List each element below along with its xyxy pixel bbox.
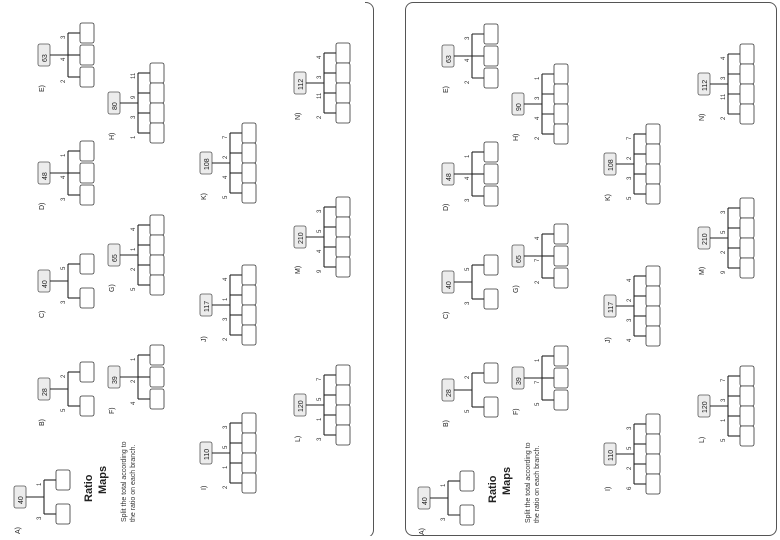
answer-box[interactable] xyxy=(80,23,94,43)
ratio-part: 9 xyxy=(317,269,323,273)
ratio-part: 5 xyxy=(317,229,323,233)
problem-label: C) xyxy=(39,310,46,318)
total-value: 120 xyxy=(298,400,305,412)
ratio-part: 3 xyxy=(61,197,67,201)
answer-box[interactable] xyxy=(242,433,256,453)
ratio-part: 3 xyxy=(465,198,471,202)
ratio-part: 4 xyxy=(61,175,67,179)
ratio-part: 3 xyxy=(627,426,633,430)
ratio-part: 2 xyxy=(61,79,67,83)
ratio-map-problem xyxy=(38,362,94,426)
answer-box[interactable] xyxy=(242,163,256,183)
problem-label: J) xyxy=(201,336,208,342)
answer-box[interactable] xyxy=(336,365,350,385)
ratio-part: 5 xyxy=(465,409,471,413)
total-value: 210 xyxy=(298,232,305,244)
ratio-part: 1 xyxy=(61,153,67,157)
worksheet-title-line2: Maps xyxy=(501,466,513,495)
ratio-part: 4 xyxy=(627,338,633,342)
answer-box[interactable] xyxy=(242,123,256,143)
problem-label: L) xyxy=(699,436,706,443)
ratio-part: 4 xyxy=(131,401,137,405)
ratio-part: 5 xyxy=(627,446,633,450)
total-value: 39 xyxy=(112,376,119,384)
answer-box[interactable] xyxy=(554,64,568,84)
ratio-part: 2 xyxy=(131,267,137,271)
ratio-part: 9 xyxy=(721,270,727,274)
ratio-part: 4 xyxy=(317,55,323,59)
ratio-part: 5 xyxy=(721,230,727,234)
answer-box[interactable] xyxy=(740,238,754,258)
answer-box[interactable] xyxy=(484,24,498,44)
answer-box[interactable] xyxy=(554,224,568,244)
ratio-map-problem xyxy=(108,345,164,414)
ratio-part: 1 xyxy=(441,483,447,487)
total-value: 108 xyxy=(608,159,615,171)
total-value: 40 xyxy=(18,496,25,504)
answer-box[interactable] xyxy=(336,385,350,405)
answer-box[interactable] xyxy=(336,237,350,257)
ratio-map-problem xyxy=(108,215,164,295)
answer-box[interactable] xyxy=(740,218,754,238)
worksheet-right xyxy=(405,2,777,536)
problem-label: M) xyxy=(699,266,706,275)
ratio-part: 3 xyxy=(61,300,67,304)
answer-box[interactable] xyxy=(56,470,70,490)
answer-box[interactable] xyxy=(80,67,94,87)
ratio-part: 2 xyxy=(627,466,633,470)
problem-label: B) xyxy=(443,420,450,427)
answer-box[interactable] xyxy=(484,363,498,383)
answer-box[interactable] xyxy=(646,414,660,434)
total-value: 48 xyxy=(446,173,453,181)
ratio-part: 5 xyxy=(131,287,137,291)
total-value: 63 xyxy=(42,54,49,62)
problem-label: M) xyxy=(295,265,302,274)
total-value: 110 xyxy=(608,449,615,461)
ratio-map-problem xyxy=(604,124,660,204)
ratio-part: 4 xyxy=(61,57,67,61)
total-value: 117 xyxy=(608,301,615,313)
answer-box[interactable] xyxy=(336,197,350,217)
answer-box[interactable] xyxy=(554,390,568,410)
problem-label: K) xyxy=(605,194,612,201)
answer-box[interactable] xyxy=(242,143,256,163)
ratio-part: 4 xyxy=(465,176,471,180)
ratio-part: 7 xyxy=(721,378,727,382)
answer-box[interactable] xyxy=(336,63,350,83)
ratio-part: 3 xyxy=(721,210,727,214)
total-value: 28 xyxy=(446,389,453,397)
answer-box[interactable] xyxy=(554,246,568,266)
problem-label: N) xyxy=(699,113,706,121)
ratio-part: 1 xyxy=(223,297,229,301)
answer-box[interactable] xyxy=(336,83,350,103)
answer-box[interactable] xyxy=(80,45,94,65)
answer-box[interactable] xyxy=(484,46,498,66)
instruction-line2: the ratio on each branch. xyxy=(534,445,541,523)
problem-label: F) xyxy=(513,408,520,415)
answer-box[interactable] xyxy=(242,473,256,493)
answer-box[interactable] xyxy=(150,83,164,103)
ratio-part: 5 xyxy=(465,267,471,271)
answer-box[interactable] xyxy=(336,43,350,63)
ratio-part: 1 xyxy=(37,482,43,486)
ratio-part: 11 xyxy=(131,72,137,79)
problem-label: D) xyxy=(443,203,450,211)
total-value: 65 xyxy=(112,254,119,262)
ratio-part: 2 xyxy=(465,80,471,84)
answer-box[interactable] xyxy=(646,164,660,184)
ratio-map-problem xyxy=(604,414,660,494)
ratio-part: 2 xyxy=(317,115,323,119)
ratio-part: 1 xyxy=(317,417,323,421)
answer-box[interactable] xyxy=(740,198,754,218)
answer-box[interactable] xyxy=(80,396,94,416)
ratio-part: 2 xyxy=(223,337,229,341)
ratio-part: 6 xyxy=(627,486,633,490)
answer-box[interactable] xyxy=(646,124,660,144)
ratio-part: 7 xyxy=(535,258,541,262)
answer-box[interactable] xyxy=(740,44,754,64)
ratio-part: 3 xyxy=(131,115,137,119)
total-value: 210 xyxy=(702,233,709,245)
total-value: 90 xyxy=(516,103,523,111)
worksheet-left-canvas xyxy=(2,2,374,536)
answer-box[interactable] xyxy=(336,425,350,445)
ratio-part: 7 xyxy=(627,136,633,140)
worksheet-title-line1: Ratio xyxy=(83,474,95,502)
ratio-part: 1 xyxy=(131,247,137,251)
ratio-map-problem xyxy=(294,365,350,445)
ratio-part: 3 xyxy=(465,36,471,40)
answer-box[interactable] xyxy=(460,505,474,525)
ratio-map-problem xyxy=(38,23,94,92)
ratio-part: 3 xyxy=(721,76,727,80)
ratio-part: 1 xyxy=(535,358,541,362)
title-block xyxy=(487,442,541,523)
ratio-map-problem xyxy=(698,44,754,124)
answer-box[interactable] xyxy=(150,345,164,365)
answer-box[interactable] xyxy=(150,103,164,123)
ratio-map-problem xyxy=(442,24,498,93)
ratio-map-problem xyxy=(200,265,256,345)
problem-label: F) xyxy=(109,407,116,414)
problem-label: H) xyxy=(109,132,116,140)
problem-label: C) xyxy=(443,311,450,319)
problem-label: N) xyxy=(295,112,302,120)
ratio-part: 11 xyxy=(721,93,727,100)
answer-box[interactable] xyxy=(150,275,164,295)
answer-box[interactable] xyxy=(740,406,754,426)
answer-box[interactable] xyxy=(336,257,350,277)
answer-box[interactable] xyxy=(336,103,350,123)
ratio-map-problem xyxy=(108,63,164,143)
problem-label: I) xyxy=(605,486,612,491)
worksheet-title-line1: Ratio xyxy=(487,475,499,503)
ratio-part: 3 xyxy=(627,176,633,180)
problem-label: K) xyxy=(201,193,208,200)
total-value: 117 xyxy=(204,300,211,312)
ratio-part: 1 xyxy=(131,357,137,361)
total-value: 40 xyxy=(422,497,429,505)
ratio-part: 1 xyxy=(131,135,137,139)
ratio-part: 2 xyxy=(131,379,137,383)
answer-box[interactable] xyxy=(646,306,660,326)
answer-box[interactable] xyxy=(150,389,164,409)
instruction-line2: the ratio on each branch. xyxy=(130,444,137,522)
answer-box[interactable] xyxy=(740,84,754,104)
answer-box[interactable] xyxy=(80,163,94,183)
ratio-part: 3 xyxy=(317,437,323,441)
problem-label: G) xyxy=(513,285,520,293)
answer-box[interactable] xyxy=(150,255,164,275)
answer-box[interactable] xyxy=(80,254,94,274)
total-value: 40 xyxy=(446,281,453,289)
answer-box[interactable] xyxy=(740,104,754,124)
answer-box[interactable] xyxy=(484,68,498,88)
total-value: 39 xyxy=(516,377,523,385)
ratio-part: 3 xyxy=(535,96,541,100)
answer-box[interactable] xyxy=(740,426,754,446)
answer-box[interactable] xyxy=(646,454,660,474)
answer-box[interactable] xyxy=(484,142,498,162)
ratio-part: 4 xyxy=(627,278,633,282)
ratio-part: 4 xyxy=(223,277,229,281)
total-value: 63 xyxy=(446,55,453,63)
ratio-part: 3 xyxy=(465,301,471,305)
ratio-part: 3 xyxy=(441,517,447,521)
ratio-part: 2 xyxy=(627,298,633,302)
ratio-part: 1 xyxy=(465,154,471,158)
ratio-part: 4 xyxy=(535,236,541,240)
total-value: 112 xyxy=(702,79,709,91)
answer-box[interactable] xyxy=(554,268,568,288)
title-block xyxy=(83,441,137,522)
answer-box[interactable] xyxy=(646,434,660,454)
answer-box[interactable] xyxy=(80,141,94,161)
ratio-map-problem xyxy=(294,197,350,277)
problem-label: A) xyxy=(15,527,22,534)
worksheet-right-canvas xyxy=(406,3,777,536)
answer-box[interactable] xyxy=(554,104,568,124)
ratio-part: 1 xyxy=(721,418,727,422)
answer-box[interactable] xyxy=(242,453,256,473)
total-value: 48 xyxy=(42,172,49,180)
answer-box[interactable] xyxy=(484,289,498,309)
ratio-part: 1 xyxy=(223,465,229,469)
answer-box[interactable] xyxy=(336,217,350,237)
answer-box[interactable] xyxy=(484,186,498,206)
ratio-part: 5 xyxy=(721,438,727,442)
ratio-part: 2 xyxy=(223,485,229,489)
ratio-map-problem xyxy=(418,471,474,535)
ratio-part: 3 xyxy=(627,318,633,322)
answer-box[interactable] xyxy=(80,185,94,205)
ratio-map-problem xyxy=(294,43,350,123)
total-value: 80 xyxy=(112,102,119,110)
instruction-line1: Split the total according to xyxy=(525,442,532,523)
ratio-map-problem xyxy=(604,266,660,346)
ratio-part: 4 xyxy=(721,56,727,60)
ratio-map-problem xyxy=(442,363,498,427)
answer-box[interactable] xyxy=(646,286,660,306)
answer-box[interactable] xyxy=(150,215,164,235)
ratio-part: 2 xyxy=(721,116,727,120)
ratio-part: 4 xyxy=(223,175,229,179)
answer-box[interactable] xyxy=(460,471,474,491)
answer-box[interactable] xyxy=(554,346,568,366)
ratio-part: 5 xyxy=(627,196,633,200)
answer-box[interactable] xyxy=(646,184,660,204)
answer-box[interactable] xyxy=(554,368,568,388)
ratio-map-problem xyxy=(512,64,568,144)
answer-box[interactable] xyxy=(56,504,70,524)
answer-box[interactable] xyxy=(740,258,754,278)
answer-box[interactable] xyxy=(554,124,568,144)
ratio-part: 2 xyxy=(61,374,67,378)
answer-box[interactable] xyxy=(242,265,256,285)
answer-box[interactable] xyxy=(740,366,754,386)
total-value: 110 xyxy=(204,448,211,460)
ratio-part: 3 xyxy=(721,398,727,402)
answer-box[interactable] xyxy=(80,288,94,308)
answer-box[interactable] xyxy=(150,367,164,387)
answer-box[interactable] xyxy=(646,474,660,494)
ratio-map-problem xyxy=(512,224,568,293)
answer-box[interactable] xyxy=(484,397,498,417)
ratio-part: 9 xyxy=(131,95,137,99)
ratio-map-problem xyxy=(38,254,94,318)
ratio-part: 5 xyxy=(317,397,323,401)
answer-box[interactable] xyxy=(484,164,498,184)
ratio-part: 5 xyxy=(61,408,67,412)
ratio-map-problem xyxy=(442,255,498,319)
ratio-part: 4 xyxy=(535,116,541,120)
answer-box[interactable] xyxy=(554,84,568,104)
ratio-map-problem xyxy=(512,346,568,415)
problem-label: H) xyxy=(513,133,520,141)
answer-box[interactable] xyxy=(646,326,660,346)
ratio-part: 11 xyxy=(317,92,323,99)
problem-label: E) xyxy=(443,86,450,93)
problem-label: I) xyxy=(201,485,208,490)
ratio-part: 5 xyxy=(223,195,229,199)
answer-box[interactable] xyxy=(740,386,754,406)
total-value: 108 xyxy=(204,158,211,170)
problem-label: D) xyxy=(39,202,46,210)
ratio-part: 3 xyxy=(317,75,323,79)
answer-box[interactable] xyxy=(242,325,256,345)
answer-box[interactable] xyxy=(646,144,660,164)
problem-label: G) xyxy=(109,284,116,292)
total-value: 65 xyxy=(516,255,523,263)
answer-box[interactable] xyxy=(646,266,660,286)
ratio-map-problem xyxy=(698,198,754,278)
worksheet-title-line2: Maps xyxy=(97,465,109,494)
answer-box[interactable] xyxy=(242,285,256,305)
ratio-part: 3 xyxy=(223,425,229,429)
answer-box[interactable] xyxy=(150,123,164,143)
ratio-part: 4 xyxy=(465,58,471,62)
ratio-part: 2 xyxy=(535,280,541,284)
answer-box[interactable] xyxy=(740,64,754,84)
problem-label: B) xyxy=(39,419,46,426)
ratio-part: 3 xyxy=(37,516,43,520)
problem-label: A) xyxy=(419,528,426,535)
ratio-part: 2 xyxy=(223,155,229,159)
answer-box[interactable] xyxy=(242,183,256,203)
answer-box[interactable] xyxy=(150,235,164,255)
ratio-part: 5 xyxy=(61,266,67,270)
ratio-part: 5 xyxy=(535,402,541,406)
problem-label: L) xyxy=(295,435,302,442)
ratio-part: 2 xyxy=(535,136,541,140)
problem-label: E) xyxy=(39,85,46,92)
ratio-map-problem xyxy=(14,470,70,534)
ratio-part: 3 xyxy=(61,35,67,39)
ratio-part: 7 xyxy=(317,377,323,381)
total-value: 112 xyxy=(298,78,305,90)
ratio-part: 7 xyxy=(223,135,229,139)
total-value: 120 xyxy=(702,401,709,413)
answer-box[interactable] xyxy=(336,405,350,425)
worksheet-left xyxy=(2,2,374,536)
ratio-part: 5 xyxy=(223,445,229,449)
answer-box[interactable] xyxy=(242,413,256,433)
total-value: 28 xyxy=(42,388,49,396)
ratio-part: 4 xyxy=(131,227,137,231)
ratio-map-problem xyxy=(200,123,256,203)
ratio-map-problem xyxy=(200,413,256,493)
problem-label: J) xyxy=(605,337,612,343)
answer-box[interactable] xyxy=(150,63,164,83)
instruction-line1: Split the total according to xyxy=(121,441,128,522)
answer-box[interactable] xyxy=(484,255,498,275)
answer-box[interactable] xyxy=(242,305,256,325)
total-value: 40 xyxy=(42,280,49,288)
ratio-part: 2 xyxy=(465,375,471,379)
ratio-part: 3 xyxy=(223,317,229,321)
ratio-part: 1 xyxy=(535,76,541,80)
ratio-part: 2 xyxy=(627,156,633,160)
ratio-map-problem xyxy=(442,142,498,211)
ratio-part: 4 xyxy=(317,249,323,253)
answer-box[interactable] xyxy=(80,362,94,382)
ratio-map-problem xyxy=(698,366,754,446)
ratio-part: 3 xyxy=(317,209,323,213)
ratio-part: 2 xyxy=(721,250,727,254)
ratio-part: 7 xyxy=(535,380,541,384)
ratio-map-problem xyxy=(38,141,94,210)
